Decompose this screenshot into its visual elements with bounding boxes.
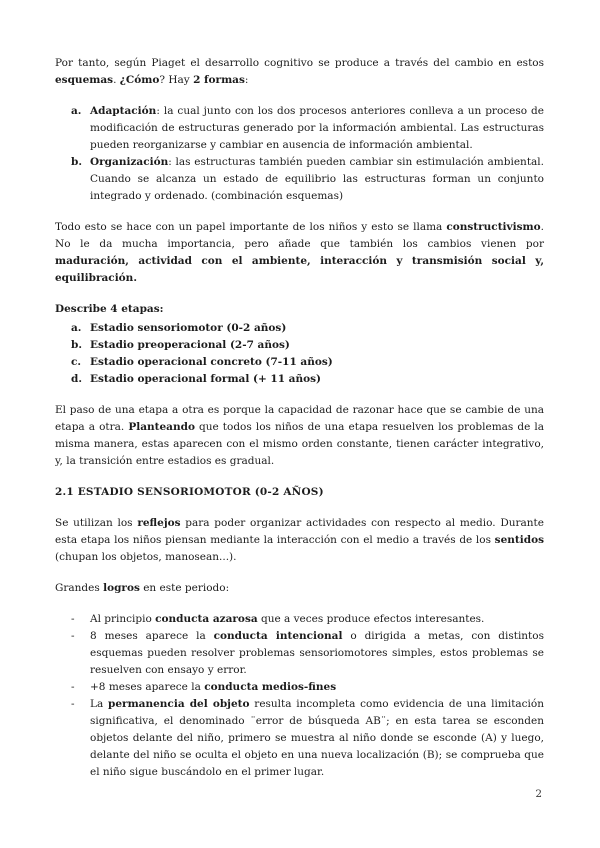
text-run-bold: Organización: [90, 156, 169, 168]
list-marker: a.: [71, 322, 82, 334]
list-marker: a.: [71, 105, 82, 117]
text-run-bold: permanencia del objeto: [108, 698, 250, 710]
text-run: (chupan los objetos, manosean...).: [55, 551, 237, 563]
text-run: La: [90, 698, 109, 710]
list-item-text: Estadio preoperacional (2-7 años): [90, 339, 290, 351]
list-item-text: [90, 696, 544, 781]
list-item-text: [90, 611, 544, 628]
text-run-bold: Planteando: [128, 421, 195, 433]
list-marker: d.: [71, 373, 82, 385]
text-run: para poder organizar actividades con respecto al medio. Durante esta etapa los niños piensan mediante la interacción con el medio a través de los: [55, 517, 544, 546]
list-item-adaptacion: [55, 103, 544, 154]
text-run: en este periodo:: [139, 582, 230, 594]
list-item-text: Estadio operacional formal (+ 11 años): [90, 373, 322, 385]
text-run: Se utilizan los: [55, 517, 138, 529]
text-run: : la cual junto con los dos procesos anteriores conlleva a un proceso de modificación de estructuras generado por la información ambiental. Las estructuras pueden reorganizarse y cambiar en ausencia de información ambiental.: [90, 105, 544, 151]
list-item-sensoriomotor: [55, 320, 544, 337]
text-run: Al principio: [90, 613, 156, 625]
text-run: : las estructuras también pueden cambiar sin estimulación ambiental. Cuando se alcanza un estado de equilibrio las estructuras forman un conjunto integrado y ordenado. (combinación esquemas): [90, 156, 544, 202]
list-item-conducta-medios-fines: [55, 679, 544, 696]
dash-marker: -: [71, 681, 75, 693]
dash-marker: -: [71, 613, 75, 625]
list-item-text: [90, 103, 544, 154]
list-item-text: Estadio operacional concreto (7-11 años): [90, 356, 333, 368]
text-run-bold: logros: [103, 582, 140, 594]
list-formas: [55, 103, 544, 205]
paragraph-describe-etapas: Describe 4 etapas:: [55, 303, 164, 315]
list-item-conducta-azarosa: [55, 611, 544, 628]
list-etapas: [55, 320, 544, 388]
text-run: +8 meses aparece la: [90, 681, 205, 693]
text-run-bold: 2 formas: [193, 74, 245, 86]
text-run-bold: conducta intencional: [213, 630, 343, 642]
text-run-bold: constructivismo: [446, 221, 541, 233]
text-run: Por tanto, según Piaget el desarrollo cognitivo se produce a través del cambio en estos: [55, 57, 544, 69]
list-item-conducta-intencional: [55, 628, 544, 679]
text-run: El paso de una etapa a otra es porque la capacidad de razonar hace que se cambie de una etapa a otra.: [55, 404, 544, 433]
text-run: 8 meses aparece la: [90, 630, 214, 642]
text-run: ? Hay: [159, 74, 194, 86]
list-marker: b.: [71, 339, 82, 351]
text-run: Todo esto se hace con un papel importante de los niños y esto se llama: [55, 221, 447, 233]
text-run: que a veces produce efectos interesantes.: [257, 613, 485, 625]
text-run-bold: conducta medios-fines: [204, 681, 337, 693]
text-run-bold: reflejos: [137, 517, 181, 529]
text-run: que todos los niños de una etapa resuelven los problemas de la misma manera, estas aparecen con el mismo orden constante, tienen carácter integrativo, y, la transición entre estadios es gradual.: [55, 421, 544, 467]
list-item-permanencia-objeto: [55, 696, 544, 781]
text-run: o dirigida a metas, con distintos esquemas pueden resolver problemas sensoriomotores simples, estos problemas se resuelven con ensayo y error.: [90, 630, 544, 676]
paragraph-intro: [55, 55, 544, 89]
text-run-bold: Adaptación: [90, 105, 157, 117]
text-run: .: [113, 74, 120, 86]
list-item-text: [90, 628, 544, 679]
text-run-bold: ¿Cómo: [119, 74, 160, 86]
paragraph-reflejos: [55, 515, 544, 566]
section-heading-sensoriomotor: 2.1 ESTADIO SENSORIOMOTOR (0-2 AÑOS): [55, 486, 324, 498]
dash-marker: -: [71, 698, 75, 710]
list-item-text: [90, 679, 544, 696]
text-run-bold: maduración, actividad con el ambiente, interacción y transmisión social y, equilibración.: [55, 255, 544, 284]
paragraph-paso-etapas: [55, 402, 544, 470]
text-run-bold: esquemas: [55, 74, 114, 86]
text-run: resulta incompleta como evidencia de una limitación significativa, el denominado ¨error de búsqueda AB¨; en esta tarea se esconden objetos delante del niño, primero se muestra al niño donde se esconde (A) y luego, delante del niño se oculta el objeto en una nueva localización (B); se comprueba que el niño sigue buscándolo en el primer lugar.: [90, 698, 544, 778]
text-run-bold: sentidos: [494, 534, 544, 546]
page-number: 2: [535, 788, 542, 800]
dash-marker: -: [71, 630, 75, 642]
list-item-text: Estadio sensoriomotor (0-2 años): [90, 322, 287, 334]
list-item-preoperacional: [55, 337, 544, 354]
text-run: Grandes: [55, 582, 104, 594]
list-item-organizacion: [55, 154, 544, 205]
list-marker: c.: [71, 356, 82, 368]
list-marker: b.: [71, 156, 82, 168]
list-item-text: [90, 154, 544, 205]
paragraph-constructivismo: [55, 219, 544, 287]
text-run: . No le da mucha importancia, pero añade que también los cambios vienen por: [55, 221, 544, 250]
list-item-operacional-formal: [55, 371, 544, 388]
list-item-operacional-concreto: [55, 354, 544, 371]
text-run-bold: conducta azarosa: [155, 613, 258, 625]
paragraph-logros: [55, 580, 544, 597]
text-run: :: [244, 74, 249, 86]
list-logros: [55, 611, 544, 781]
